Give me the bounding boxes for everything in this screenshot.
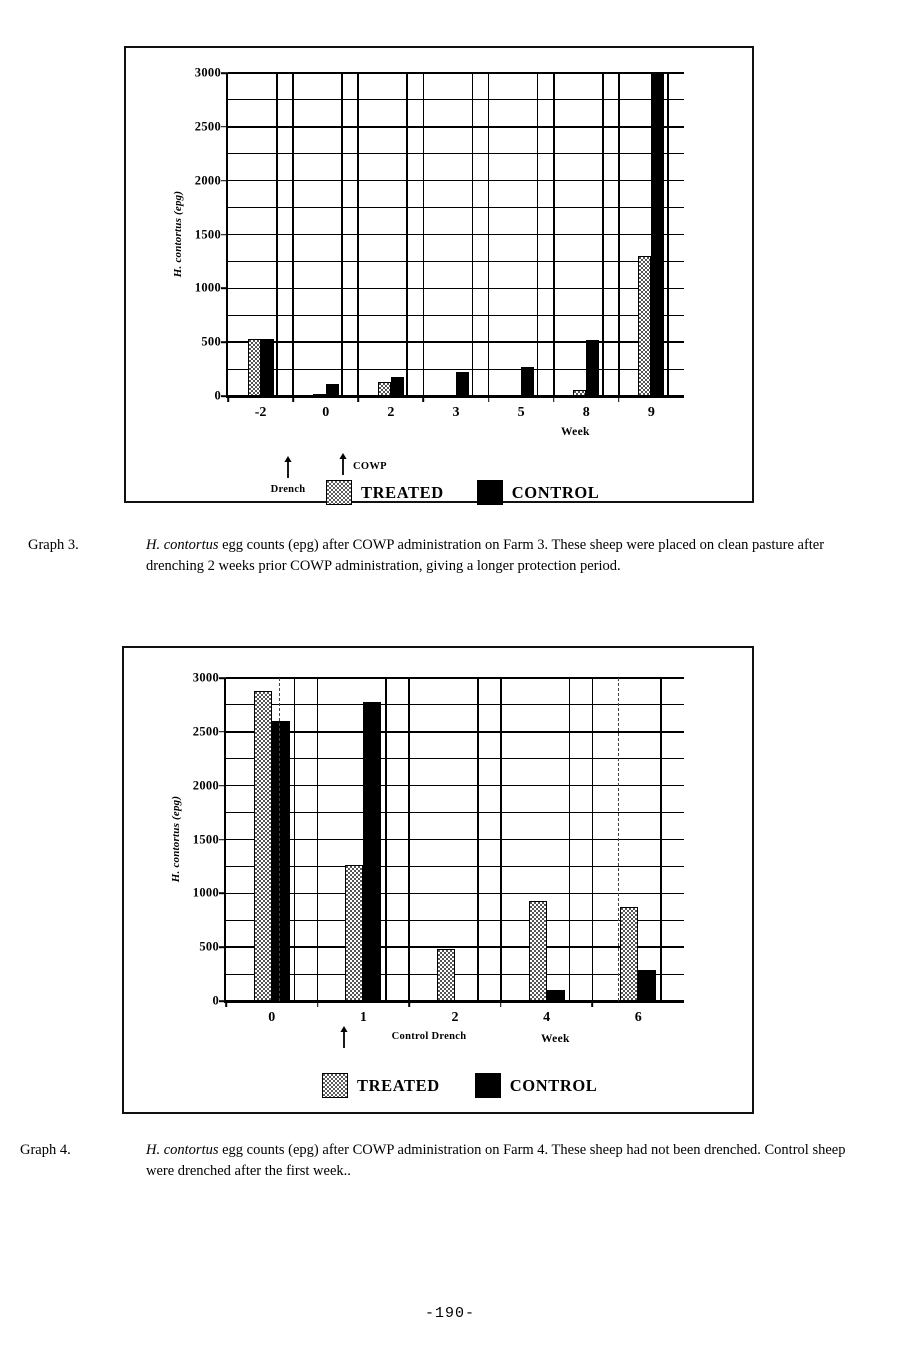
bar-control-week-3 xyxy=(456,372,469,396)
gridline-horizontal xyxy=(228,180,684,182)
figure-graph-3 xyxy=(124,46,754,503)
x-axis-tick-mark xyxy=(317,1001,319,1007)
y-axis-tick-label: 1500 xyxy=(194,227,221,241)
caption-graph-3 xyxy=(28,535,873,576)
x-axis-tick-label: 3 xyxy=(452,405,460,420)
separator-line xyxy=(279,678,280,1001)
gridline-vertical xyxy=(357,73,359,396)
x-axis-tick-label: 9 xyxy=(647,405,655,420)
plot-area-graph-4 xyxy=(192,670,684,1025)
y-axis-tick-label: 500 xyxy=(201,334,221,349)
y-axis-tick-mark xyxy=(221,180,228,182)
bar-treated-week-0 xyxy=(313,394,326,396)
y-axis-tick-label: 3000 xyxy=(194,65,221,80)
gridline-horizontal xyxy=(228,341,684,343)
y-axis-tick-label: 0 xyxy=(214,388,221,403)
annotation-control-drench xyxy=(339,1026,519,1042)
gridline-vertical-minor xyxy=(660,678,662,1001)
x-axis-tick-mark xyxy=(227,396,229,402)
bar-treated-week-0 xyxy=(254,691,272,1001)
gridline-horizontal xyxy=(228,369,684,370)
legend-swatch-control xyxy=(477,480,503,505)
y-axis-tick-mark xyxy=(221,72,228,74)
bar-treated-week-2 xyxy=(378,382,391,396)
legend-label-treated: TREATED xyxy=(361,482,444,502)
gridline-horizontal xyxy=(228,99,684,100)
x-axis-tick-mark xyxy=(500,1001,502,1007)
gridline-vertical xyxy=(408,678,410,1001)
bar-control-week-8 xyxy=(586,340,599,396)
arrow-up-icon xyxy=(338,453,348,475)
y-axis-tick-mark xyxy=(219,677,226,679)
x-axis-tick-label: 2 xyxy=(387,405,395,420)
bar-control-week-1 xyxy=(363,702,381,1001)
gridline-vertical xyxy=(292,73,294,396)
y-axis-title-2: H. contortus (epg) xyxy=(170,795,182,883)
x-axis-tick-label: 4 xyxy=(543,1010,551,1025)
legend-label-control: CONTROL xyxy=(509,1075,598,1095)
y-axis-tick-mark xyxy=(219,946,226,948)
arrow-up-icon xyxy=(283,456,293,478)
annotation-control-drench-label: Control Drench xyxy=(391,1031,467,1042)
gridline-horizontal xyxy=(228,126,684,128)
caption-graph-4-text: egg counts (epg) after COWP administration on Farm 4. These sheep had not been drenched. Control sheep were drenched after the first week.. xyxy=(146,1142,846,1179)
legend-item-treated xyxy=(326,480,444,505)
legend-item-control xyxy=(475,1073,598,1098)
bar-control-week-6 xyxy=(638,970,656,1001)
legend-graph-3 xyxy=(326,480,599,505)
gridline-vertical-minor xyxy=(569,678,571,1001)
legend-item-control xyxy=(477,480,600,505)
y-axis-tick-label: 1500 xyxy=(192,832,219,846)
bar-control-week-2 xyxy=(391,377,404,396)
y-axis-tick-mark xyxy=(219,893,226,895)
gridline-vertical-minor xyxy=(472,73,474,396)
gridline-vertical xyxy=(500,678,502,1001)
gridline-vertical-minor xyxy=(385,678,387,1001)
gridline-horizontal xyxy=(228,315,684,316)
y-axis-tick-mark xyxy=(221,341,228,343)
caption-graph-3-label: Graph 3. xyxy=(28,537,79,553)
gridline-horizontal xyxy=(228,72,684,74)
gridline-vertical-minor xyxy=(341,73,343,396)
gridline-vertical xyxy=(317,678,319,1001)
y-axis-tick-label: 0 xyxy=(212,993,219,1008)
y-axis-tick-label: 2000 xyxy=(194,173,221,188)
x-axis-tick-label: 0 xyxy=(268,1010,276,1025)
bar-control-week-9 xyxy=(651,73,664,396)
caption-graph-3-italic: H. contortus xyxy=(146,537,219,553)
y-axis-title-1: H. contortus (epg) xyxy=(172,190,184,278)
gridline-horizontal xyxy=(228,234,684,236)
gridline-horizontal xyxy=(228,207,684,208)
plot-area-graph-3 xyxy=(194,65,684,420)
bar-treated-week-1 xyxy=(345,865,363,1001)
y-axis-tick-label: 1000 xyxy=(192,885,219,900)
gridline-vertical-minor xyxy=(537,73,539,396)
x-axis-tick-label: 5 xyxy=(517,405,525,420)
gridline-vertical-minor xyxy=(406,73,408,396)
x-axis-tick-mark xyxy=(618,396,620,402)
gridline-vertical-minor xyxy=(276,73,278,396)
gridline-vertical-minor xyxy=(477,678,479,1001)
figure-graph-4 xyxy=(122,646,754,1114)
x-axis-tick-mark xyxy=(225,1001,227,1007)
bar-control-week-0 xyxy=(272,721,290,1001)
bar-control-week--2 xyxy=(261,339,274,396)
x-axis-tick-mark xyxy=(553,396,555,402)
legend-label-control: CONTROL xyxy=(511,482,600,502)
x-axis-tick-mark xyxy=(423,396,425,402)
bar-treated-week-4 xyxy=(529,901,547,1001)
caption-graph-4-label: Graph 4. xyxy=(20,1142,71,1158)
x-axis-tick-label: 1 xyxy=(359,1010,367,1025)
legend-label-treated: TREATED xyxy=(357,1075,440,1095)
page-number: -190- xyxy=(424,1305,475,1322)
gridline-vertical-minor xyxy=(602,73,604,396)
y-axis-tick-mark xyxy=(221,126,228,128)
x-axis-tick-mark xyxy=(357,396,359,402)
annotation-cowp-label: COWP xyxy=(353,461,387,472)
caption-graph-3-body xyxy=(146,535,871,576)
caption-graph-4-body xyxy=(146,1140,873,1181)
x-axis-tick-label: 8 xyxy=(582,405,590,420)
y-axis-tick-label: 2500 xyxy=(192,724,219,739)
y-axis-tick-label: 2500 xyxy=(194,119,221,134)
annotation-drench-label: Drench xyxy=(270,484,306,495)
legend-graph-4 xyxy=(322,1073,597,1098)
y-axis-tick-label: 500 xyxy=(199,939,219,954)
bar-treated-week-8 xyxy=(573,390,586,396)
separator-line xyxy=(618,678,619,1001)
bar-control-week-5 xyxy=(521,367,534,396)
gridline-vertical xyxy=(488,73,490,396)
annotation-cowp xyxy=(338,453,387,475)
y-axis-tick-mark xyxy=(221,288,228,290)
x-axis-title-1: Week xyxy=(561,426,590,438)
gridline-vertical-minor xyxy=(294,678,296,1001)
y-axis-tick-label: 3000 xyxy=(192,670,219,685)
y-axis-tick-mark xyxy=(221,234,228,236)
caption-graph-4 xyxy=(20,1140,875,1181)
bar-control-week-0 xyxy=(326,384,339,396)
legend-swatch-control xyxy=(475,1073,501,1098)
legend-item-treated xyxy=(322,1073,440,1098)
bar-control-week-4 xyxy=(547,990,565,1001)
x-axis-tick-label: 2 xyxy=(451,1010,459,1025)
x-axis-tick-mark xyxy=(292,396,294,402)
legend-swatch-treated xyxy=(322,1073,348,1098)
x-axis-tick-label: 0 xyxy=(322,405,330,420)
gridline-vertical xyxy=(592,678,594,1001)
x-axis-tick-mark xyxy=(592,1001,594,1007)
gridline-horizontal xyxy=(228,153,684,154)
gridline-vertical xyxy=(553,73,555,396)
x-axis-tick-label: 6 xyxy=(634,1010,642,1025)
x-axis-title-2: Week xyxy=(541,1033,570,1045)
y-axis-tick-label: 1000 xyxy=(194,280,221,295)
y-axis-tick-mark xyxy=(219,785,226,787)
gridline-vertical xyxy=(618,73,620,396)
x-axis-tick-mark xyxy=(408,1001,410,1007)
bar-treated-week-6 xyxy=(620,907,638,1001)
bar-treated-week--2 xyxy=(248,339,261,396)
y-axis-tick-label: 2000 xyxy=(192,778,219,793)
y-axis-tick-mark xyxy=(219,731,226,733)
gridline-vertical xyxy=(423,73,425,396)
caption-graph-3-text: egg counts (epg) after COWP administration on Farm 3. These sheep were placed on clean pasture after drenching 2 weeks prior COWP administration, giving a longer protection period. xyxy=(146,537,825,574)
legend-swatch-treated xyxy=(326,480,352,505)
gridline-horizontal xyxy=(228,261,684,262)
bar-treated-week-9 xyxy=(638,256,651,396)
annotation-drench xyxy=(248,456,328,495)
y-axis-tick-mark xyxy=(219,839,226,841)
gridline-horizontal xyxy=(228,288,684,290)
x-axis-tick-mark xyxy=(488,396,490,402)
x-axis-tick-label: -2 xyxy=(254,405,267,420)
bar-treated-week-2 xyxy=(437,949,455,1001)
gridline-vertical-minor xyxy=(667,73,669,396)
caption-graph-4-italic: H. contortus xyxy=(146,1142,219,1158)
